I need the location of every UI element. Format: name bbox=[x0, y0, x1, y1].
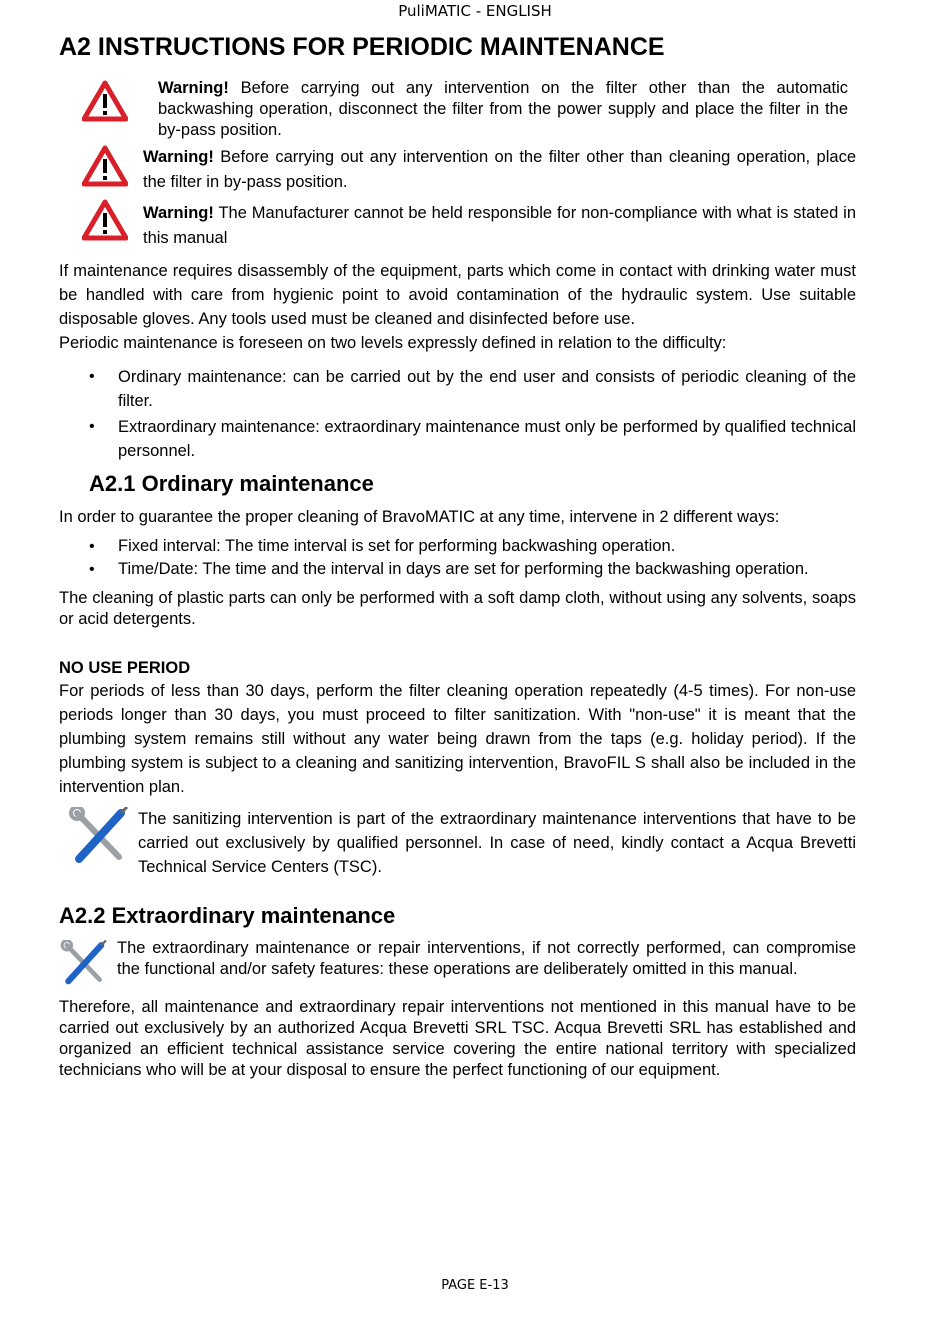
page-footer: PAGE E-13 bbox=[441, 1278, 509, 1293]
page-content bbox=[59, 30, 856, 1081]
warning-block-2 bbox=[82, 145, 856, 195]
extraordinary-note: The extraordinary maintenance or repair interventions, if not correctly performed, can compromise the functional and/or safety features: these operations are deliberately omitted in this manual. bbox=[59, 938, 856, 988]
list-item: • Time/Date: The time and the interval in days are set for performing the backwashing operation. bbox=[59, 559, 856, 580]
warning-text-3: Warning! The Manufacturer cannot be held responsible for non-compliance with what is stated in this manual bbox=[143, 204, 856, 247]
warning-label: Warning! bbox=[158, 79, 229, 97]
warning-triangle-icon bbox=[82, 199, 128, 241]
warning-text-1: Warning! Before carrying out any intervention on the filter other than the automatic backwashing operation, disconnect the filter from the power supply and place the filter in the by-pass position. bbox=[158, 79, 848, 139]
warning-text-2: Warning! Before carrying out any intervention on the filter other than cleaning operation, place the filter in by-pass position. bbox=[143, 148, 856, 191]
section-heading-extraordinary: A2.2 Extraordinary maintenance bbox=[59, 903, 396, 928]
warning-label: Warning! bbox=[143, 148, 214, 166]
list-item: • Extraordinary maintenance: extraordinary maintenance must only be performed by qualified technical personnel. bbox=[59, 415, 856, 463]
list-item: • Ordinary maintenance: can be carried out by the end user and consists of periodic cleaning of the filter. bbox=[59, 365, 856, 413]
page-title: A2 INSTRUCTIONS FOR PERIODIC MAINTENANCE bbox=[59, 33, 665, 61]
levels-list bbox=[59, 365, 856, 463]
backwash-modes-list bbox=[59, 536, 856, 580]
no-use-title: NO USE PERIOD bbox=[59, 659, 191, 677]
warning-block-1 bbox=[82, 78, 856, 141]
warning-block-3 bbox=[82, 201, 856, 251]
intro-paragraph: If maintenance requires disassembly of the equipment, parts which come in contact with drinking water must be handled with care from hygienic point to avoid contamination of the hydraulic system. Use suitable disposable gloves. Any tools used must be cleaned and disinfected before use. bbox=[59, 262, 856, 328]
no-use-paragraph: For periods of less than 30 days, perform the filter cleaning operation repeatedly (4-5 times). For non-use periods longer than 30 days, you must proceed to filter sanitization. With "non-use" it is meant that the plumbing system remains still without any water being drawn from the taps (e.g. holiday period). If the plumbing system is subject to a cleaning and sanitizing intervention, BravoFIL S shall also be included in the intervention plan. bbox=[59, 682, 856, 796]
ordinary-intro: In order to guarantee the proper cleaning of BravoMATIC at any time, intervene in 2 different ways: bbox=[59, 508, 780, 526]
cleaning-paragraph: The cleaning of plastic parts can only be performed with a soft damp cloth, without using any solvents, soaps or acid detergents. bbox=[59, 589, 856, 628]
sanitizing-note: The sanitizing intervention is part of the extraordinary maintenance interventions that have to be carried out exclusively by qualified personnel. In case of need, kindly contact a Acqua Brevetti Technical Service Centers (TSC). bbox=[59, 807, 856, 879]
levels-paragraph: Periodic maintenance is foreseen on two levels expressly defined in relation to the difficulty: bbox=[59, 334, 727, 352]
wrench-screwdriver-icon bbox=[59, 940, 109, 988]
page-header: PuliMATIC - ENGLISH bbox=[398, 2, 552, 20]
extraordinary-paragraph: Therefore, all maintenance and extraordinary repair interventions not mentioned in this manual have to be carried out exclusively by an authorized Acqua Brevetti SRL TSC. Acqua Brevetti SRL has established and organized an efficient technical assistance service covering the entire national territory with specialized technicians who will be at your disposal to ensure the perfect functioning of our equipment. bbox=[59, 998, 856, 1079]
warning-triangle-icon bbox=[82, 145, 128, 187]
warning-triangle-icon bbox=[82, 80, 128, 122]
section-heading-ordinary: A2.1 Ordinary maintenance bbox=[89, 471, 374, 496]
warning-label: Warning! bbox=[143, 204, 214, 222]
list-item: • Fixed interval: The time interval is set for performing backwashing operation. bbox=[59, 536, 856, 557]
wrench-screwdriver-icon bbox=[67, 807, 131, 867]
